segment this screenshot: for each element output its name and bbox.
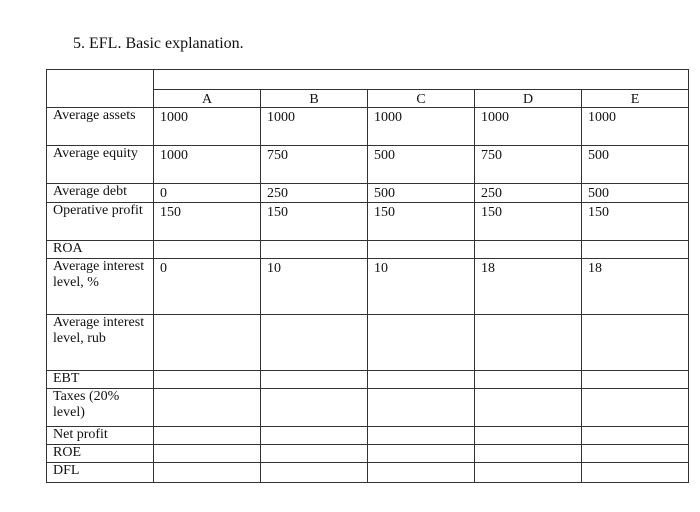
table-cell: 750 (261, 146, 368, 184)
row-label: ROA (47, 241, 154, 259)
table-row (47, 259, 689, 315)
column-header: E (582, 90, 689, 108)
table-cell: 750 (475, 146, 582, 184)
table-cell (368, 241, 475, 259)
table-row (47, 445, 689, 463)
table-cell (582, 389, 689, 427)
table-cell (368, 315, 475, 371)
table-row (47, 146, 689, 184)
table-row (47, 184, 689, 203)
table-cell (261, 463, 368, 483)
efl-table (46, 69, 689, 483)
table-cell (368, 463, 475, 483)
table-row (47, 463, 689, 483)
table-cell (582, 371, 689, 389)
table-cell (475, 241, 582, 259)
table-cell: 1000 (475, 108, 582, 146)
table-cell: 1000 (261, 108, 368, 146)
table-row (47, 108, 689, 146)
table-cell: 1000 (368, 108, 475, 146)
row-label: Average debt (47, 184, 154, 203)
table-cell (368, 427, 475, 445)
table-cell (475, 371, 582, 389)
row-label: ROE (47, 445, 154, 463)
table-row (47, 389, 689, 427)
table-cell: 1000 (154, 108, 261, 146)
table-cell (261, 241, 368, 259)
row-label: Operative profit (47, 203, 154, 241)
table-cell (154, 389, 261, 427)
table-cell: 0 (154, 184, 261, 203)
row-label: DFL (47, 463, 154, 483)
row-label: Taxes (20% level) (47, 389, 154, 427)
column-header: D (475, 90, 582, 108)
table-cell: 1000 (154, 146, 261, 184)
table-cell (154, 463, 261, 483)
table-cell (154, 427, 261, 445)
table-cell (261, 389, 368, 427)
table-cell (582, 315, 689, 371)
page-heading: 5. EFL. Basic explanation. (73, 35, 244, 52)
table-cell: 1000 (582, 108, 689, 146)
row-label: Average assets (47, 108, 154, 146)
table-cell (475, 389, 582, 427)
table-cell (475, 463, 582, 483)
column-header: B (261, 90, 368, 108)
table-cell (582, 427, 689, 445)
table-cell: 150 (582, 203, 689, 241)
table-cell (154, 445, 261, 463)
table-cell: 150 (154, 203, 261, 241)
column-header: C (368, 90, 475, 108)
top-merged-cell (154, 70, 689, 90)
table-cell (368, 371, 475, 389)
table-cell (582, 241, 689, 259)
table-cell: 500 (582, 146, 689, 184)
table-cell: 18 (475, 259, 582, 315)
table-row (47, 241, 689, 259)
table-cell: 150 (261, 203, 368, 241)
table-cell (261, 427, 368, 445)
table-cell (154, 241, 261, 259)
table-row (47, 427, 689, 445)
table-cell (154, 371, 261, 389)
table-cell (368, 445, 475, 463)
table-cell (475, 315, 582, 371)
row-label: EBT (47, 371, 154, 389)
row-label: Net profit (47, 427, 154, 445)
table-row (47, 371, 689, 389)
table-top-row (47, 70, 689, 90)
table-cell: 10 (368, 259, 475, 315)
table-cell (475, 445, 582, 463)
table-cell: 150 (475, 203, 582, 241)
table-cell (582, 445, 689, 463)
table-cell (154, 315, 261, 371)
table-cell: 500 (368, 184, 475, 203)
table-cell (368, 389, 475, 427)
table-cell: 250 (475, 184, 582, 203)
table-cell: 18 (582, 259, 689, 315)
row-label: Average interest level, rub (47, 315, 154, 371)
table-cell: 10 (261, 259, 368, 315)
table-cell: 0 (154, 259, 261, 315)
table-row (47, 315, 689, 371)
column-header: A (154, 90, 261, 108)
table-cell (261, 445, 368, 463)
table-cell: 500 (582, 184, 689, 203)
table-cell (261, 371, 368, 389)
table-cell: 250 (261, 184, 368, 203)
row-label: Average interest level, % (47, 259, 154, 315)
table-cell: 500 (368, 146, 475, 184)
table-row (47, 203, 689, 241)
table-cell (475, 427, 582, 445)
table-cell (261, 315, 368, 371)
row-label: Average equity (47, 146, 154, 184)
table-cell: 150 (368, 203, 475, 241)
table-cell (582, 463, 689, 483)
corner-cell (47, 70, 154, 108)
